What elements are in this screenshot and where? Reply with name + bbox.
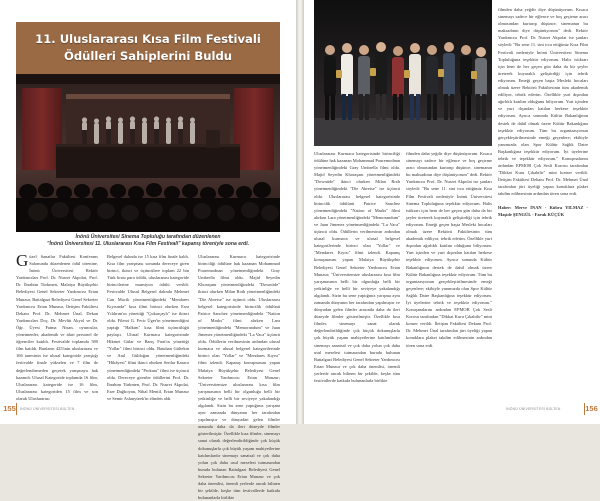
photo-caption-line-1: İnönü Üniversitesi Sinema Topluluğu tarafından düzenlenen xyxy=(75,234,221,240)
article-authors: Haber: Merve İNAN - Kübra YILMAZ - Maşide ŞENGÜL - Faruk KÜÇÜK xyxy=(498,204,588,217)
text-column-5 xyxy=(406,150,492,412)
group-photo xyxy=(314,0,492,146)
text-column-4 xyxy=(314,150,400,412)
column-text: üzel Sanatlar Fakültesi Konferans Salonunda düzenlenen ödül törenine, İnönü Üniversitesi Rektör Yardımcıları Prof. Dr. Nusret Akpolat, Prof. Dr. İbrahim Türkmen, Malatya Büyükşehir Belediyesi Genel Sekreter Yardımcısı Ertan Munzur, Battalgazi Belediyesi Genel Sekreter Yardımcısı Ertan Munzur, İletişim Fakültesi Dekanı Prof. Dr. Mehmet Ünal, Dekan Yardımcıları Doç. Dr. Mevlüt Akyol ve Dr. Öğr. Üyesi Fatma Nisan, oyuncular, yönetmenler, akademik ve idari personel ile öğrenciler katıldı. Festivalde toplamda 580 film katıldı. Bunların 425'inin uluslararası ve 166 tanesinin ise ulusal kategoride yarıştığı festivalde finale yükselen ve 7 film de değerlendirmeden geçerek yarışmaya hak kazandı. Ulusal Kategoride toplamda 16 film, Uluslararası kategoride ise 16 film, Uluslararası kategoriden 15 film ve son olarak Uluslararası xyxy=(16,254,98,401)
text-column-6 xyxy=(498,6,588,410)
page-gutter xyxy=(296,0,304,424)
article-title-line-1: 11. Uluslararası Kısa Film Festivali xyxy=(35,32,261,46)
auditorium-photo xyxy=(16,74,280,232)
left-page xyxy=(0,0,296,501)
column-text: Uluslararası Kurmaca kategorisinde birinciliği ödülüne hak kazanan Mohammad Pouremodnan yönetmenliğindeki Gray Umbrella filmi oldu. Majid Seyedin Khoraşanı yönetmenliğindeki "Downtide" ikinci olurken Milan Roth yönetmenliğindeki "Die Abreise" ise üçüncü oldu. Uluslararası belgesel kategorisinde birincilik ödülünü Patrice Sanchez yönetmenliğindeki "Nation of Masks" filmi alırken Lara yönetmenliğindeki "Memorandum" ve Juan Jimenez yönetmenliğindeki "La Vaca" üçüncü oldu. Ödüllerin verilmesinin ardından ulusal kurmaca ve ulusal belgesel kategorilerinde birinci olan "Yollar" ve "Mendares Kıyısı" filmi izlendi. Kapanış konuşmasını yapan Malatya Büyükşehir Belediyesi Genel Sekreter Yardımcısı Ertan Munzur; "Üniversitemize uluslararası kısa film yarışmasının belli bir olgunluğa belli bir yetkinliğe ve belli bir seviyeye yakalandığı algılandı. Sizin bu sene yaptığınız yarışma aynı zamanda dünyanın her tarafından yapılmıştır ve dünyadan gelen filmler arasında daha da ileri düzeyde filmler gösterilmiştir. Özellikle kısa filmler, sinemayı sanat olarak değerlendirildiğinde çok küçük dokunuşlarla çok büyük yaşam mahiyetlerine katılımlardır sinemayı sanatsal ve çok daha yolun çok daha usul meselesi tutmasından burada bulunan Battalgazi Belediyesi Genel Sekreter Yardımcısı Ertan Munzur ve çok daha önemlisi, önemli yerlerde ancak bilinen bir şekilde, keşke tüm festivallerde katkıda bulunanlarla birlikte xyxy=(314,151,400,383)
column-text: Uluslararası Kurmaca kategorisinde birinciliği ödülüne hak kazanan Mohammad Pouremodnan yönetmenliğindeki Gray Umbrella filmi oldu. Majid Seyedin Khoraşanı yönetmenliğindeki "Downtide" ikinci olurken Milan Roth yönetmenliğindeki "Die Abreise" ise üçüncü oldu. Uluslararası belgesel kategorisinde birincilik ödülünü Patrice Sanchez yönetmenliğindeki "Nation of Masks" filmi alırken Lara yönetmenliğindeki "Memorandum" ve Juan Jimenez yönetmenliğindeki "La Vaca" üçüncü oldu. Ödüllerin verilmesinin ardından ulusal kurmaca ve ulusal belgesel kategorilerinde birinci olan "Yollar" ve "Mendares Kıyısı" filmi izlendi. Kapanış konuşmasını yapan Malatya Büyükşehir Belediyesi Genel Sekreter Yardımcısı Ertan Munzur; "Üniversitemize uluslararası kısa film yarışmasının belli bir olgunluğa belli bir yetkinliğe ve belli bir seviyeye yakalandığı algılandı. Sizin bu sene yaptığınız yarışma aynı zamanda dünyanın her tarafından yapılmıştır ve dünyadan gelen filmler arasında daha da ileri düzeyde filmler gösterilmiştir. Özellikle kısa filmler, sinemayı sanat olarak değerlendirildiğinde çok küçük dokunuşlarla çok büyük yaşam mahiyetlerine katılımlardır sinemayı sanatsal ve çok daha yolun çok daha usul meselesi tutmasından burada bulunan Battalgazi Belediyesi Genel Sekreter Yardımcısı Ertan Munzur ve çok daha önemlisi, önemli yerlerde ancak bilinen bir şekilde, keşke tüm festivallerde katkıda bulunanlarla birlikte xyxy=(198,254,280,501)
page-number: 156 xyxy=(585,404,598,413)
right-page xyxy=(304,0,600,424)
drop-cap: G xyxy=(16,251,29,270)
page-number: 155 xyxy=(3,404,16,413)
column-text: Belgesel dalında ise 15 kısa film finale kaldı. Kısa film yarışması sonunda dereceye giren birinci, ikinci ve üçüncülere toplam 22 bin Türk lirası para ödülü, uluslararası kategoride birincilerine mansiyon ödülü verildi. Festivalde Ulusal Belgesel dalında Mehmet Can Mucik yönetmenliğindeki "Mendares Kıyısında" kısa filmi birinci olurken Esra Yıldırım'ın yönettiği "Çukurçaylı" ise ikinci oldu. Filerzi G. Fecir Üger'in yönetmenliğini yaptığı "Halkım" kısa filmi üçüncülüğü paylaştı. Ulusal Kurmaca kategorisinde Hikmet Gülar ve Barış Fırat'ın yönettiği "Yollar" filmi birinci oldu. Batuhan Gültekin ve Anıl Güldoğan yönetmenliğindeki "Hikâyesi" filmi ikinci olurken Serdar Karaca yönetmenliğindeki "Prokanı" filmi ise üçüncü oldu. Dereceye girenler ödüllerini Prof. Dr. İbrahim Türkmen, Prof. Dr. Nusret Akpolat, Eser Dağlıoyan, Nihal Mentil, Ertan Munzur ve Semir Aslanyürek'in elinden aldı. xyxy=(107,254,189,401)
text-column-3 xyxy=(198,253,280,501)
footer-magazine-name: İNÖNÜ ÜNİVERSİTESİ BÜLTEN xyxy=(506,407,561,411)
text-column-1 xyxy=(16,251,98,401)
photo-caption-line-2: "İnönü Üniversitesi 11. Uluslararası Kısa Film Festivali" kapanış töreniyle sona erdi. xyxy=(46,241,250,247)
article-title-line-2: Ödülleri Sahiplerini Buldu xyxy=(63,49,233,63)
title-banner xyxy=(16,22,280,74)
text-column-2 xyxy=(107,253,189,410)
column-text: filmden daha yeğdir diye düşünüyorum. Kısaca sinemayı sadece bir eğlence ve boş geçirme aracı olmasından kurtarıp düşünce, sinemanın bu maksadının diye düşünüyorum" dedi. Rektör Yardımcısı Prof. Dr. Nusret Akpolat ise şunları söyledi: "Bu sene 11. sini icra ettiğimiz Kısa Film Festivali nedeniyle İnönü Üniversitesi Sinema Topluluğuna teşekkür ediyorum. Halis istikrarı için hem de her geçen gün daha da bir şeyler üreterek kuyaraklı geliştirdiği için tebrik ediyorum. Emeği geçen başta Mesleki hocaları olmak üzere Rektörü Fakültesinin tüm akademik ediliyor, tebrik ederim. Özellikle yurt dışından ağırlıklı katılım olduğunu biliyorum. Yurt içinden ve yurt dışından katılan herkese teşekkür ediyorum. Ayrıca sonunda Kültür Bakanlığının destek de dahil olmak üzere Kültür Bakanlığına teşekkür ediyorum. Tüm bu organizasyonun gerçekleştirilmesinde emeği geçenlere; ekibiyle yanımızda olan Spor Kültür Sağlık Daire Başkanlığına teşekkür ediyorum. İyi üyelerine tebrik ve teşekkür ediyorum." Konuşmalarını ardından EPMOB Çok Sesli Korosu tarafından "Dikkat Kuru Çıkabilir" mini konser verildi. İletişim Fakültesi Dekanı Prof. Dr. Mehmet Ünal tarafından jüri üyeliği yapan konuklara plaket takdim edilmesinin ardından tören sona erdi. xyxy=(498,7,588,197)
column-text: filmden daha yeğdir diye düşünüyorum. Kısaca sinemayı sadece bir eğlence ve boş geçirme aracı olmasından kurtarıp düşünce, sinemanın bu maksadının diye düşünüyorum" dedi. Rektör Yardımcısı Prof. Dr. Nusret Akpolat ise şunları söyledi: "Bu sene 11. sini icra ettiğimiz Kısa Film Festivali nedeniyle İnönü Üniversitesi Sinema Topluluğuna teşekkür ediyorum. Halis istikrarı için hem de her geçen gün daha da bir şeyler üreterek kuyaraklı geliştirdiği için tebrik ediyorum. Emeği geçen başta Mesleki hocaları olmak üzere Rektörü Fakültesinin tüm akademik ediliyor, tebrik ederim. Özellikle yurt dışından ağırlıklı katılım olduğunu biliyorum. Yurt içinden ve yurt dışından katılan herkese teşekkür ediyorum. Ayrıca sonunda Kültür Bakanlığının destek de dahil olmak üzere Kültür Bakanlığına teşekkür ediyorum. Tüm bu organizasyonun gerçekleştirilmesinde emeği geçenlere; ekibiyle yanımızda olan Spor Kültür Sağlık Daire Başkanlığına teşekkür ediyorum. İyi üyelerine tebrik ve teşekkür ediyorum." Konuşmalarını ardından EPMOB Çok Sesli Korosu tarafından "Dikkat Kuru Çıkabilir" mini konser verildi. İletişim Fakültesi Dekanı Prof. Dr. Mehmet Ünal tarafından jüri üyeliği yapan konuklara plaket takdim edilmesinin ardından tören sona erdi. xyxy=(406,151,492,348)
footer-magazine-name: İNÖNÜ ÜNİVERSİTESİ BÜLTEN xyxy=(20,407,75,411)
